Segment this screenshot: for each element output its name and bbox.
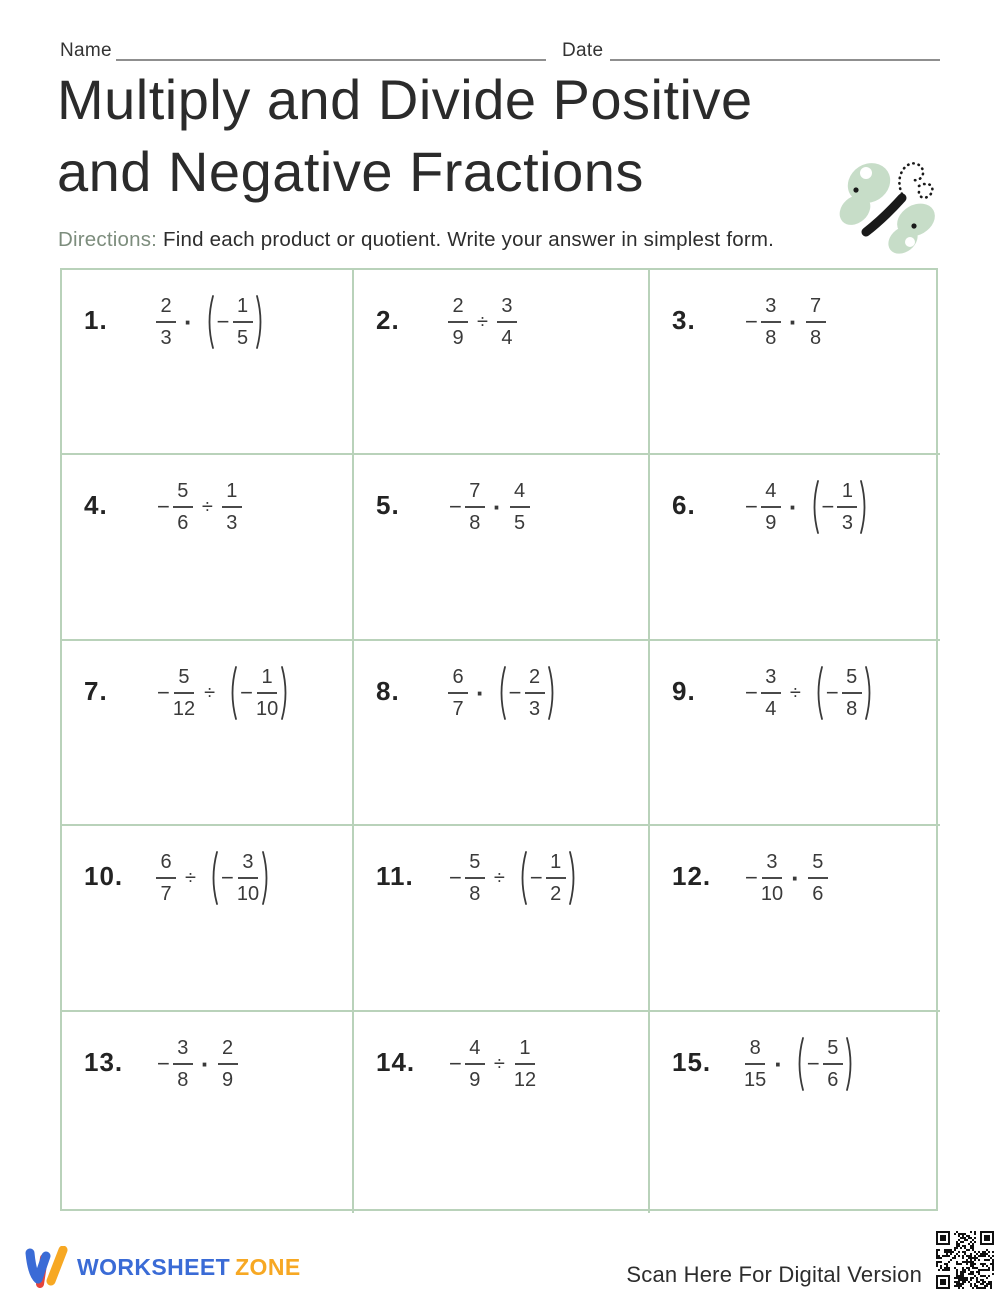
fraction xyxy=(465,851,485,905)
problem-number: 7. xyxy=(84,676,108,706)
paren-open-icon xyxy=(209,850,219,906)
fraction-denominator: 6 xyxy=(827,1069,839,1091)
fraction-denominator: 6 xyxy=(177,512,189,534)
fraction-numerator: 2 xyxy=(156,295,176,323)
date-input-line[interactable] xyxy=(610,59,940,61)
minus-sign: − xyxy=(806,1051,820,1076)
fraction xyxy=(761,480,781,534)
fraction-denominator: 2 xyxy=(550,883,562,905)
paren-close-icon xyxy=(280,665,290,721)
fraction-numerator: 8 xyxy=(745,1037,765,1065)
fraction-numerator: 3 xyxy=(238,851,258,879)
minus-sign: − xyxy=(745,680,758,705)
fraction-denominator: 5 xyxy=(236,327,249,349)
operator: · xyxy=(200,1048,210,1079)
fraction-denominator: 9 xyxy=(221,1069,234,1091)
operator: · xyxy=(476,677,485,708)
fraction-numerator: 3 xyxy=(761,295,781,323)
minus-sign: − xyxy=(825,680,839,705)
operator: ÷ xyxy=(185,866,196,889)
operator: · xyxy=(184,306,193,337)
problem-cell[interactable] xyxy=(354,270,650,455)
fraction xyxy=(173,1037,193,1091)
brand-zone: ZONE xyxy=(235,1253,301,1280)
brand-text xyxy=(77,1254,301,1281)
fraction-denominator: 8 xyxy=(809,327,822,349)
fraction xyxy=(806,295,826,349)
minus-sign: − xyxy=(449,494,462,519)
fraction-denominator: 12 xyxy=(513,1069,537,1091)
fraction-numerator: 2 xyxy=(525,666,545,694)
problem-cell[interactable] xyxy=(62,1012,354,1213)
problem-number: 10. xyxy=(84,861,124,891)
directions-text: Find each product or quotient. Write your answer in simplest form. xyxy=(163,228,775,251)
minus-sign: − xyxy=(449,1051,462,1076)
paren-close-icon xyxy=(845,1036,855,1092)
fraction-denominator: 8 xyxy=(846,698,858,720)
fraction xyxy=(233,295,253,349)
problem-expression xyxy=(156,475,242,539)
problem-number: 14. xyxy=(376,1047,416,1077)
fraction xyxy=(546,851,566,905)
fraction xyxy=(761,851,783,905)
fraction xyxy=(761,295,781,349)
paren-open-icon xyxy=(814,665,824,721)
date-label: Date xyxy=(562,40,604,61)
scan-here-text: Scan Here For Digital Version xyxy=(626,1262,922,1287)
problem-number: 5. xyxy=(376,490,400,520)
problem-expression xyxy=(744,846,828,910)
fraction-numerator: 3 xyxy=(173,1037,193,1065)
paren-open-icon xyxy=(205,294,215,350)
paren-close-icon xyxy=(859,479,869,535)
problem-number: 15. xyxy=(672,1047,712,1077)
fraction-numerator: 3 xyxy=(762,851,782,879)
fraction-numerator: 2 xyxy=(218,1037,238,1065)
fraction xyxy=(173,666,195,720)
fraction-numerator: 5 xyxy=(174,666,194,694)
minus-sign: − xyxy=(240,680,253,705)
problem-number: 11. xyxy=(376,861,414,891)
problem-expression xyxy=(448,475,530,539)
problem-number: 2. xyxy=(376,305,400,335)
operator: ÷ xyxy=(493,866,505,889)
fraction xyxy=(448,295,468,349)
fraction-denominator: 4 xyxy=(501,327,513,349)
fraction-denominator: 7 xyxy=(160,883,172,905)
fraction-denominator: 15 xyxy=(744,1069,767,1091)
fraction-denominator: 10 xyxy=(255,698,279,720)
fraction-denominator: 3 xyxy=(528,698,541,720)
problem-number: 1. xyxy=(84,305,108,335)
minus-sign: − xyxy=(508,680,522,705)
fraction-numerator: 5 xyxy=(823,1037,843,1065)
problem-cell[interactable] xyxy=(354,455,650,641)
fraction-numerator: 1 xyxy=(233,295,253,323)
fraction-denominator: 3 xyxy=(226,512,238,534)
fraction xyxy=(761,666,781,720)
operator: ÷ xyxy=(789,681,801,704)
problem-cell[interactable] xyxy=(650,641,940,826)
fraction xyxy=(156,851,176,905)
fraction-denominator: 9 xyxy=(452,327,464,349)
fraction-numerator: 4 xyxy=(465,1037,485,1065)
problem-expression xyxy=(156,661,290,725)
fraction-numerator: 3 xyxy=(497,295,517,323)
minus-sign: − xyxy=(220,865,234,890)
fraction-numerator: 5 xyxy=(842,666,862,694)
problem-number: 9. xyxy=(672,676,696,706)
problem-number: 4. xyxy=(84,490,108,520)
fraction xyxy=(465,480,485,534)
fraction-denominator: 12 xyxy=(172,698,196,720)
fraction xyxy=(823,1037,843,1091)
fraction-numerator: 5 xyxy=(465,851,485,879)
fraction-denominator: 10 xyxy=(236,883,260,905)
fraction xyxy=(222,480,242,534)
operator: · xyxy=(788,491,798,522)
paren-open-icon xyxy=(497,665,507,721)
fraction xyxy=(744,1037,766,1091)
problem-expression xyxy=(156,290,265,354)
fraction-denominator: 8 xyxy=(765,327,777,349)
problem-cell[interactable] xyxy=(354,1012,650,1213)
name-input-line[interactable] xyxy=(116,59,546,61)
fraction xyxy=(842,666,862,720)
operator: ÷ xyxy=(201,495,213,518)
fraction xyxy=(256,666,278,720)
minus-sign: − xyxy=(216,309,230,334)
fraction-numerator: 1 xyxy=(222,480,242,508)
minus-sign: − xyxy=(449,865,462,890)
problem-cell[interactable] xyxy=(62,270,354,455)
fraction-numerator: 6 xyxy=(448,666,468,694)
name-label: Name xyxy=(60,40,112,61)
page-title-line2: and Negative Fractions xyxy=(57,139,644,203)
fraction-numerator: 4 xyxy=(761,480,781,508)
paren-close-icon xyxy=(261,850,271,906)
fraction xyxy=(525,666,545,720)
problem-number: 12. xyxy=(672,861,712,891)
directions-label: Directions: xyxy=(58,228,158,251)
minus-sign: − xyxy=(157,494,170,519)
fraction-denominator: 3 xyxy=(841,512,853,534)
butterfly-icon xyxy=(836,156,944,254)
fraction xyxy=(218,1037,238,1091)
fraction-numerator: 1 xyxy=(515,1037,535,1065)
worksheetzone-logo xyxy=(24,1246,301,1288)
operator: · xyxy=(774,1048,783,1079)
operator: · xyxy=(791,862,800,893)
problem-cell[interactable] xyxy=(62,455,354,641)
operator: · xyxy=(492,491,502,522)
qr-code xyxy=(936,1231,994,1289)
fraction-denominator: 7 xyxy=(452,698,464,720)
operator: ÷ xyxy=(477,310,488,333)
fraction-denominator: 5 xyxy=(513,512,526,534)
problem-expression xyxy=(744,661,874,725)
directions xyxy=(58,228,774,252)
problem-cell[interactable] xyxy=(650,826,940,1012)
problem-expression xyxy=(156,846,271,910)
problem-cell[interactable] xyxy=(650,270,940,455)
minus-sign: − xyxy=(529,865,543,890)
fraction-denominator: 10 xyxy=(760,883,784,905)
fraction-numerator: 1 xyxy=(837,480,857,508)
fraction-numerator: 7 xyxy=(806,295,826,323)
fraction xyxy=(237,851,259,905)
paren-close-icon xyxy=(568,850,578,906)
fraction xyxy=(808,851,828,905)
minus-sign: − xyxy=(821,494,835,519)
operator: ÷ xyxy=(204,681,216,704)
minus-sign: − xyxy=(745,309,758,334)
problem-expression xyxy=(744,475,869,539)
minus-sign: − xyxy=(745,494,758,519)
problem-cell[interactable] xyxy=(62,826,354,1012)
problem-number: 6. xyxy=(672,490,696,520)
problem-expression xyxy=(156,1032,238,1096)
problem-number: 3. xyxy=(672,305,696,335)
problem-expression xyxy=(448,1032,536,1096)
fraction-numerator: 1 xyxy=(257,666,277,694)
problem-cell[interactable] xyxy=(354,826,650,1012)
minus-sign: − xyxy=(157,680,170,705)
operator: · xyxy=(788,306,798,337)
problem-expression xyxy=(744,1032,855,1096)
problem-expression xyxy=(448,661,557,725)
page-title-line1: Multiply and Divide Positive xyxy=(57,68,753,131)
fraction-denominator: 9 xyxy=(469,1069,481,1091)
fraction-denominator: 8 xyxy=(177,1069,189,1091)
fraction-denominator: 4 xyxy=(765,698,777,720)
paren-open-icon xyxy=(810,479,820,535)
fraction-numerator: 6 xyxy=(156,851,176,879)
fraction xyxy=(510,480,530,534)
fraction-numerator: 1 xyxy=(546,851,566,879)
problem-expression xyxy=(744,290,826,354)
paren-close-icon xyxy=(864,665,874,721)
fraction xyxy=(448,666,468,720)
problem-expression xyxy=(448,290,517,354)
problem-cell[interactable] xyxy=(650,1012,940,1213)
worksheetzone-w-icon xyxy=(24,1246,68,1288)
paren-close-icon xyxy=(255,294,265,350)
minus-sign: − xyxy=(745,865,758,890)
paren-open-icon xyxy=(228,665,238,721)
minus-sign: − xyxy=(157,1051,170,1076)
fraction xyxy=(514,1037,536,1091)
fraction-numerator: 3 xyxy=(761,666,781,694)
fraction-numerator: 5 xyxy=(808,851,828,879)
operator: ÷ xyxy=(493,1052,505,1075)
paren-close-icon xyxy=(547,665,557,721)
fraction-denominator: 8 xyxy=(469,883,481,905)
problem-cell[interactable] xyxy=(354,641,650,826)
fraction xyxy=(156,295,176,349)
problem-cell[interactable] xyxy=(650,455,940,641)
page-title xyxy=(57,64,753,207)
problem-number: 8. xyxy=(376,676,400,706)
brand-worksheet: WORKSHEET xyxy=(77,1253,231,1280)
fraction xyxy=(173,480,193,534)
fraction xyxy=(465,1037,485,1091)
fraction-denominator: 6 xyxy=(812,883,824,905)
fraction-denominator: 3 xyxy=(160,327,172,349)
problem-cell[interactable] xyxy=(62,641,354,826)
fraction-numerator: 2 xyxy=(448,295,468,323)
fraction-denominator: 9 xyxy=(765,512,777,534)
fraction-numerator: 4 xyxy=(510,480,530,508)
problem-expression xyxy=(448,846,578,910)
fraction-numerator: 7 xyxy=(465,480,485,508)
fraction xyxy=(837,480,857,534)
fraction-numerator: 5 xyxy=(173,480,193,508)
paren-open-icon xyxy=(518,850,528,906)
problem-number: 13. xyxy=(84,1047,124,1077)
fraction-denominator: 8 xyxy=(469,512,481,534)
fraction xyxy=(497,295,517,349)
paren-open-icon xyxy=(795,1036,805,1092)
problems-grid xyxy=(60,268,938,1211)
